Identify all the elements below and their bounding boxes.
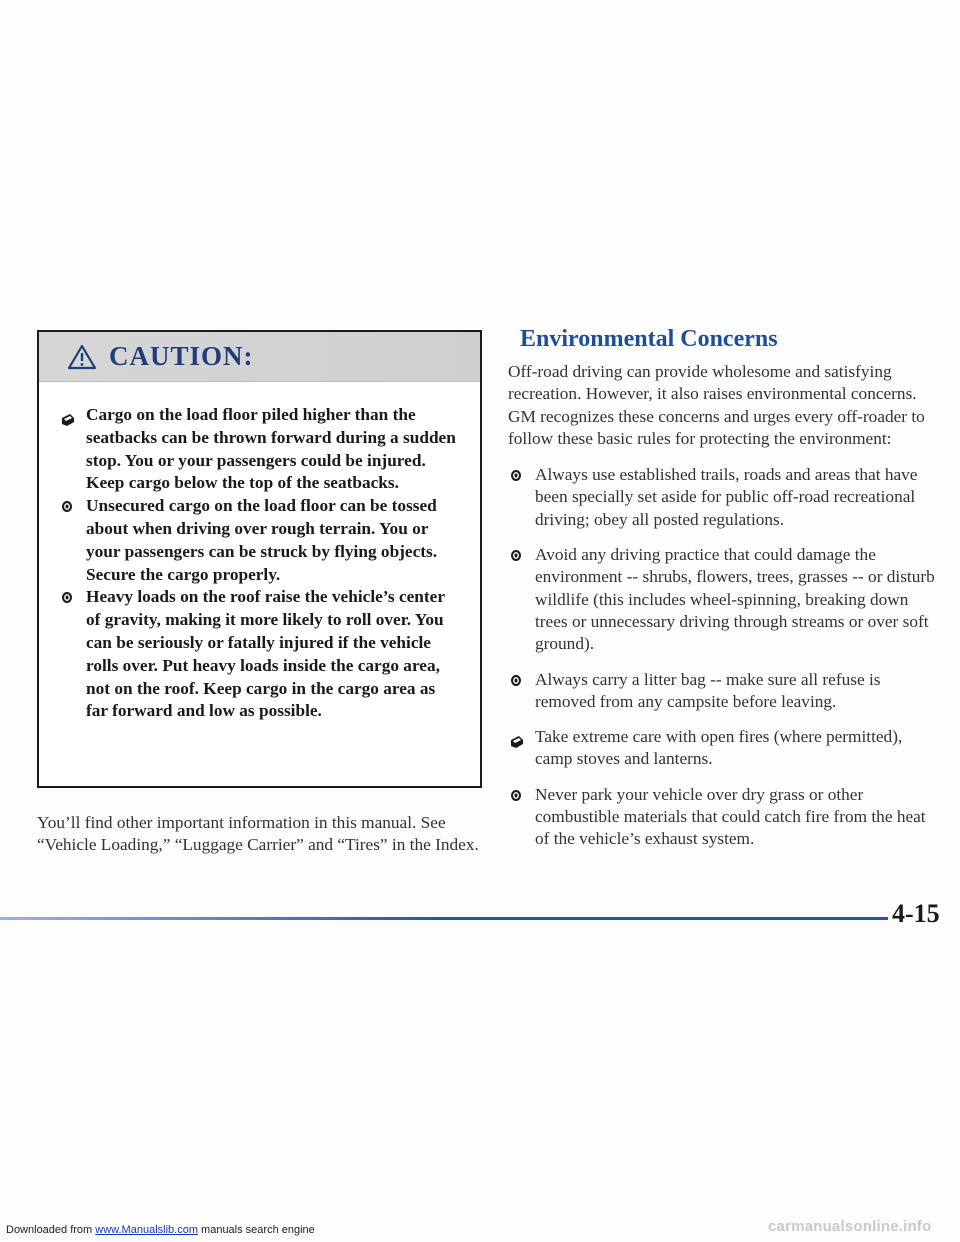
rule-text: Never park your vehicle over dry grass or other combustible materials that could catch fire from the heat of the vehicle’s exhaust system. <box>535 784 926 849</box>
footer-rule <box>0 917 888 920</box>
rule-item-2 <box>508 544 938 655</box>
caution-item-text: Heavy loads on the roof raise the vehicle’s center of gravity, making it more likely to roll over. You can be seriously or fatally injured if the vehicle rolls over. Put heavy loads inside the cargo area, not on the roof. Keep cargo in the cargo area as far forward and low as possible. <box>86 587 445 721</box>
pencil-bullet-icon <box>510 732 524 744</box>
bullet-icon <box>511 675 521 686</box>
rule-item-5 <box>508 784 938 851</box>
caution-header <box>39 332 480 382</box>
site-watermark: carmanualsonline.info <box>768 1218 932 1235</box>
caution-item-text: Unsecured cargo on the load floor can be tossed about when driving over rough terrain. You or your passengers can be struck by flying objects. Secure the cargo properly. <box>86 496 438 584</box>
bullet-icon <box>62 501 72 512</box>
rule-text: Always use established trails, roads and areas that have been specially set aside for public off-road recreational driving; obey all posted regulations. <box>535 465 918 529</box>
reference-paragraph: You’ll find other important information in this manual. See “Vehicle Loading,” “Luggage Carrier” and “Tires” in the Index. <box>37 813 479 854</box>
rule-text: Avoid any driving practice that could damage the environment -- shrubs, flowers, trees, grasses -- or disturb wildlife (this includes wheel-spinning, breaking down trees or unnecessary driving through streams or over soft ground). <box>535 545 935 654</box>
caution-title: CAUTION: <box>109 341 254 371</box>
caution-box <box>37 330 482 788</box>
bullet-icon <box>511 790 521 801</box>
manualslib-link[interactable]: www.Manualslib.com <box>95 1224 198 1236</box>
warning-triangle-icon <box>67 344 97 370</box>
rule-text: Always carry a litter bag -- make sure all refuse is removed from any campsite before leaving. <box>535 669 881 711</box>
download-watermark <box>6 1224 315 1236</box>
caution-item-2 <box>59 495 460 586</box>
watermark-suffix: manuals search engine <box>197 1224 315 1236</box>
caution-item-text: Cargo on the load floor piled higher than the seatbacks can be thrown forward during a sudden stop. You or your passengers could be injured. Keep cargo below the top of the seatbacks. <box>86 405 456 493</box>
bullet-icon <box>511 550 521 561</box>
rule-item-3 <box>508 669 938 714</box>
rule-item-1 <box>508 464 938 531</box>
bullet-icon <box>62 592 72 603</box>
section-title: Environmental Concerns <box>520 326 778 352</box>
caution-body <box>39 382 480 723</box>
section-intro: Off-road driving can provide wholesome and satisfying recreation. However, it also raises environmental concerns. GM recognizes these concerns and urges every off-roader to follow these basic rules for protecting the environment: <box>508 362 925 448</box>
caution-item-1 <box>59 404 460 495</box>
watermark-prefix: Downloaded from <box>6 1224 96 1236</box>
environmental-section <box>508 326 938 864</box>
page-number: 4-15 <box>892 899 940 928</box>
rule-item-4 <box>508 726 938 771</box>
rule-text: Take extreme care with open fires (where permitted), camp stoves and lanterns. <box>535 727 903 769</box>
caution-item-3 <box>59 586 460 723</box>
pencil-bullet-icon <box>61 410 75 422</box>
bullet-icon <box>511 470 521 481</box>
